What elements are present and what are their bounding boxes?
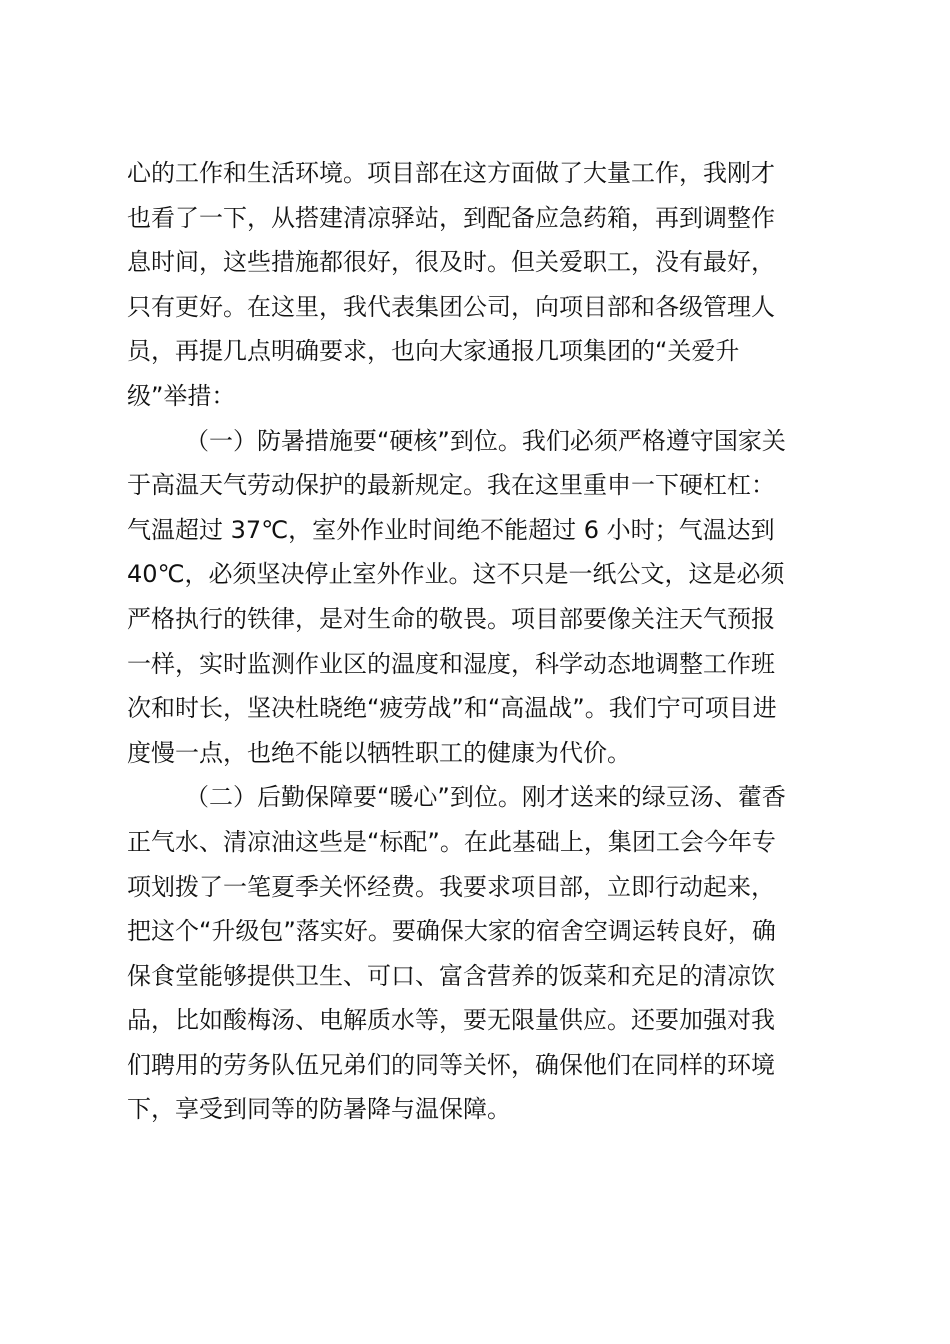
text-line: 一样，实时监测作业区的温度和湿度，科学动态地调整工作班 xyxy=(127,649,775,678)
text-line: 级”举措： xyxy=(127,381,236,410)
text-line: （一）防暑措施要“硬核”到位。我们必须严格遵守国家关 xyxy=(185,426,786,455)
text-line: 度慢一点，也绝不能以牺牲职工的健康为代价。 xyxy=(127,738,631,767)
document-body xyxy=(127,151,827,1132)
text-line: 们聘用的劳务队伍兄弟们的同等关怀，确保他们在同样的环境 xyxy=(127,1050,775,1079)
text-line: 气温超过 37℃，室外作业时间绝不能超过 6 小时；气温达到 xyxy=(127,515,775,544)
text-line: 于高温天气劳动保护的最新规定。我在这里重申一下硬杠杠： xyxy=(127,471,775,500)
paragraph-heatstroke-measures xyxy=(127,419,827,776)
text-line: 员，再提几点明确要求，也向大家通报几项集团的“关爱升 xyxy=(127,337,740,366)
text-line: 严格执行的铁律，是对生命的敬畏。项目部要像关注天气预报 xyxy=(127,604,775,633)
text-line: 正气水、清凉油这些是“标配”。在此基础上，集团工会今年专 xyxy=(127,827,776,856)
text-line: （二）后勤保障要“暖心”到位。刚才送来的绿豆汤、藿香 xyxy=(185,783,786,812)
text-line: 下，享受到同等的防暑降与温保障。 xyxy=(127,1095,511,1124)
paragraph-logistics-support xyxy=(127,775,827,1132)
text-line: 把这个“升级包”落实好。要确保大家的宿舍空调运转良好，确 xyxy=(127,917,776,946)
text-line: 也看了一下，从搭建清凉驿站，到配备应急药箱，再到调整作 xyxy=(127,203,775,232)
text-line: 品，比如酸梅汤、电解质水等，要无限量供应。还要加强对我 xyxy=(127,1006,775,1035)
text-line: 保食堂能够提供卫生、可口、富含营养的饭菜和充足的清凉饮 xyxy=(127,961,775,990)
paragraph-intro xyxy=(127,151,827,419)
text-line: 项划拨了一笔夏季关怀经费。我要求项目部，立即行动起来， xyxy=(127,872,775,901)
text-line: 次和时长，坚决杜晓绝“疲劳战”和“高温战”。我们宁可项目进 xyxy=(127,694,777,723)
text-line: 息时间，这些措施都很好，很及时。但关爱职工，没有最好， xyxy=(127,248,775,277)
text-line: 40℃，必须坚决停止室外作业。这不只是一纸公文，这是必须 xyxy=(127,560,785,589)
text-line: 只有更好。在这里，我代表集团公司，向项目部和各级管理人 xyxy=(127,292,775,321)
text-line: 心的工作和生活环境。项目部在这方面做了大量工作，我刚才 xyxy=(127,159,775,187)
